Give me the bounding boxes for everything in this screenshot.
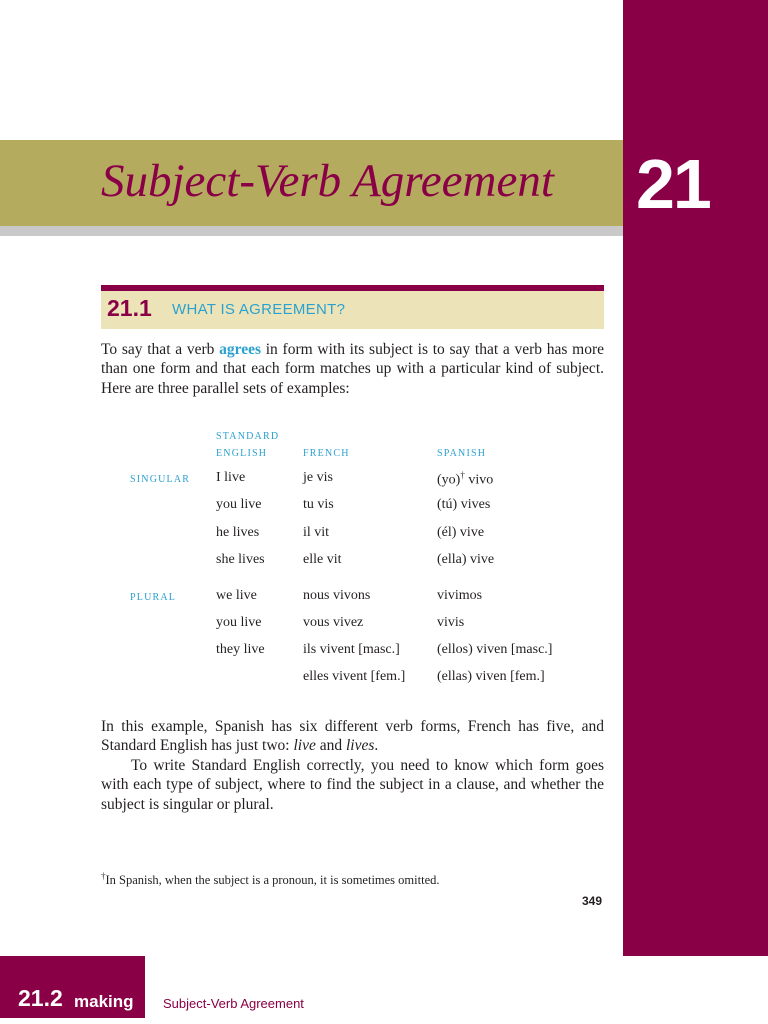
intro-text-before: To say that a verb [101,341,220,358]
footnote-mark: † [101,871,106,881]
section-number: 21.1 [107,295,152,321]
intro-text-after: in form with its subject is to say that a verb has more than one form and that each form matches up with a particular kind of subject. Here are three parallel sets of examples: [101,341,604,397]
summary-paragraph [101,717,604,756]
table-row-0-english: I live [216,470,246,485]
intro-paragraph [101,340,604,398]
summary-em-live: live [293,737,316,755]
title-underline-rule [0,226,623,236]
summary-text-end: . [374,737,379,755]
table-row-0-spanish [437,470,493,489]
label-plural: PLURAL [130,592,177,603]
table-row-5-french: vous vivez [303,615,364,630]
header-english-line2: ENGLISH [216,448,268,459]
table-row-4-spanish: vivimos [437,588,483,603]
footer-running-title: Subject-Verb Agreement [163,996,304,1011]
table-row-5-english: you live [216,615,262,630]
summary-em-lives: lives [345,737,375,755]
summary-text-mid: and [315,737,346,755]
dagger-mark: † [460,470,465,480]
header-english-line1: STANDARD [216,431,280,442]
table-row-1-spanish: (tú) vives [437,497,491,512]
chapter-number: 21 [636,145,710,223]
label-singular: SINGULAR [130,474,191,485]
footnote-text: In Spanish, when the subject is a pronoun, it is sometimes omitted. [105,873,440,888]
table-row-5-spanish: vivis [437,615,465,630]
table-row-4-french: nous vivons [303,588,371,603]
footer-section-number: 21.2 [18,985,63,1011]
section-title: WHAT IS AGREEMENT? [172,301,346,318]
table-row-0-spanish-post: vivo [464,472,494,488]
page-number: 349 [582,894,603,908]
chapter-title: Subject-Verb Agreement [101,155,554,207]
table-row-3-english: she lives [216,552,265,567]
table-row-2-english: he lives [216,525,260,540]
table-row-4-english: we live [216,588,257,603]
table-row-0-spanish-pre: (yo) [437,472,461,488]
table-row-0-french: je vis [303,470,333,485]
section-heading [101,285,604,329]
header-spanish: SPANISH [437,448,487,459]
header-standard-english [216,428,279,462]
table-row-1-english: you live [216,497,262,512]
summary-text: In this example, Spanish has six different verb forms, French has five, and Standard English has just two: [101,718,604,755]
table-row-2-french: il vit [303,525,330,540]
footnote [101,871,440,888]
table-row-1-french: tu vis [303,497,334,512]
table-row-7-french: elles vivent [fem.] [303,669,406,684]
instruction-paragraph: To write Standard English correctly, you need to know which form goes with each type of subject, where to find the subject in a clause, and whether the subject is singular or plural. [101,757,604,813]
table-row-6-english: they live [216,642,265,657]
footer-section-word: making [74,992,134,1011]
table-row-3-spanish: (ella) vive [437,552,495,567]
table-row-7-spanish: (ellas) viven [fem.] [437,669,545,684]
table-row-2-spanish: (él) vive [437,525,485,540]
table-row-6-spanish: (ellos) viven [masc.] [437,642,553,657]
table-row-6-french: ils vivent [masc.] [303,642,400,657]
keyword-agrees: agrees [219,341,262,358]
header-french: FRENCH [303,448,350,459]
table-row-3-french: elle vit [303,552,342,567]
